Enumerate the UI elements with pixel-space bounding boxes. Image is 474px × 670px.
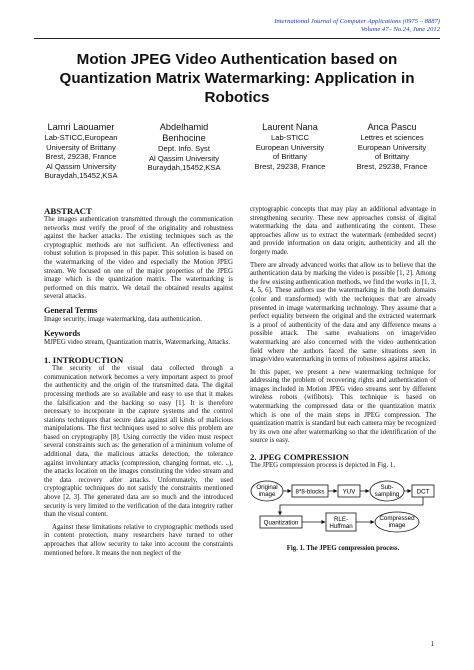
- section2-text: The JPEG compression process is depicted in Fig. 1.: [250, 462, 396, 470]
- author-1: [30, 122, 132, 181]
- left-column: [44, 206, 233, 562]
- author-affil: Al Qassim University: [148, 153, 220, 163]
- quantization-node: [260, 516, 302, 528]
- author-affil: Brest, 29238, France: [45, 152, 117, 162]
- journal-header: [274, 18, 440, 34]
- page-number: 1: [430, 640, 434, 648]
- general-terms-text: Image security, image watermarking, data authentication.: [44, 315, 202, 323]
- author-affil: European University: [255, 142, 325, 152]
- author-affil: University of Brittany: [46, 142, 116, 152]
- node-label: image: [258, 490, 276, 498]
- intro-heading: 1. INTRODUCTION: [44, 355, 124, 366]
- node-label: image: [388, 521, 406, 529]
- author-affil: Buraydah,15452,KSA: [147, 163, 221, 173]
- subsampling-node: [370, 481, 404, 501]
- author-3: [240, 122, 340, 171]
- author-name: Abdelhamid Benhocine: [159, 122, 209, 143]
- author-affil: European University: [357, 142, 427, 152]
- author-name: Lamri Laouamer: [47, 122, 115, 132]
- author-4: [342, 122, 442, 171]
- header-rule: [34, 38, 440, 39]
- abstract-text: The images authentication transmitted through the communication networks must verify the proof of the originality and robustness against the hacker attacks. The existing techniques such as the cryptographic methods are not sufficient. An effectiveness and robust solution is proposed in this paper. This solution is based on the watermarking of the video and especially the Motion JPEG stream. We focused on one of the major properties of the JPEG image which is the quantization matrix. The watermarking is performed on this matrix. We detail the obtained results against several attacks.: [44, 216, 233, 301]
- author-affil: Brest, 29238, France: [356, 161, 428, 171]
- body-paragraph: In this paper, we present a new watermarking technique for addressing the problem of recovering rights and authentication of images included in Motion JPEG video streams sent by different wireless robots (wifibots). This technique is based on watermarking the compressed data or the quantization matrix which is one of the main steps in JPEG compression. The quantization matrix is standard but each camera may be recognized by its own one after watermarking so that the identification of the source is easy.: [250, 368, 436, 445]
- author-2: [134, 122, 234, 173]
- general-terms-heading: General Terms: [44, 305, 98, 315]
- blocks-node: [292, 485, 328, 497]
- node-label: Huffman: [329, 522, 353, 530]
- author-affil: Al Qassim University: [45, 161, 117, 171]
- abstract-heading: ABSTRACT: [44, 206, 92, 216]
- author-affil: Buraydah,15452,KSA: [44, 171, 118, 181]
- intro-paragraph: Against these limitations relative to cryptographic methods used in content protection, many researchers have turned to other approaches that allow security to take into account the constraints mentioned before. It means the non neglect of the: [44, 523, 233, 557]
- node-label: sampling: [374, 490, 400, 498]
- paper-title: Motion JPEG Video Authentication based on Quantization Matrix Watermarking: Application in Robotics: [59, 51, 415, 106]
- node-label: RLE-: [333, 515, 349, 523]
- original-image-node: [251, 481, 283, 501]
- node-label: Quantization: [263, 519, 299, 527]
- author-name: Anca Pascu: [367, 122, 417, 132]
- author-affil: Dept. Info. Syst: [158, 144, 210, 153]
- node-label: YUV: [342, 488, 356, 496]
- compressed-image-node: [375, 512, 419, 532]
- rle-huffman-node: [326, 513, 356, 531]
- node-label: Original: [256, 483, 278, 491]
- right-column: [250, 206, 436, 553]
- author-affil: Lettres et sciences: [360, 133, 424, 142]
- jpeg-process-diagram: [250, 475, 436, 543]
- author-affil: of Brittany: [272, 152, 308, 162]
- body-paragraph: cryptographic concepts that may play an additional advantage in strengthening security. These new approaches consist of digital watermarking the data and authenticating the content. These approaches allow us to extract the watermark (embedded secret) and provide information on data origin, authenticity and all the forgery made.: [250, 206, 436, 256]
- body-paragraph: There are already advanced works that allow us to believe that the authentication data by marking the video is possible [1, 2]. Among the few existing authentication methods, we find the works in [1, 3, 4, 5, 6]. These authors use the watermarking in the both domains (color and transformed) with the techniques that are already presented in image watermarking technology. They assume that a perfect equality between the original and the extracted watermark is a proof of authenticity of the data and any difference means a possible attack. The same evaluations on image/video watermarking are also concerned with the video authentication field where the authors faced the same situations seen in image/video watermarking in terms of robustness against attacks.: [250, 261, 437, 364]
- node-label: Compressed: [379, 514, 415, 522]
- intro-paragraph: The security of the visual data collected through a communication network becomes a very important aspect to proof the authenticity and the origin of the transmitted data. The digital processing methods are so available and easy to use that it makes the falsification and the hacking so easy [1]. It is therefore necessary to incorporate in the capture systems and the control stations techniques that secure data against all kinds of malicious manipulations. The first techniques used to solve this problem are based on cryptography [8]. Using correctly the video must respect several constraints such as: the generation of a minimum volume of additional data, the malicious attacks detection, the tolerance against involuntary attacks (compression, changing format, etc. ..), the attacks location on the images constituting the video stream and the data recovery after attacks. Unfortunately, the used cryptographic techniques do not satisfy the constraints mentioned above [2, 3]. The generated data are so much and the introduced security is very limited to the verification of the data integrity rather than the visual content.: [44, 365, 233, 519]
- author-affil: Brest, 29238, France: [254, 161, 326, 171]
- author-affil: of Brittany: [374, 152, 410, 162]
- section2-heading: 2. JPEG COMPRESSION: [250, 452, 349, 463]
- node-label: DCT: [416, 488, 430, 496]
- journal-name: International Journal of Computer Applications (0975 – 8887): [274, 18, 440, 25]
- yuv-node: [338, 485, 360, 497]
- node-label: Sub-: [380, 483, 394, 491]
- author-name: Laurent Nana: [262, 122, 318, 132]
- figure-caption: Fig. 1. The JPEG compression process.: [286, 544, 400, 552]
- keywords-text: MJPEG video stream, Quantization matrix, Watermarking, Attacks.: [44, 338, 231, 346]
- dct-node: [412, 485, 434, 497]
- author-affil: Lab-STICC,European: [44, 133, 118, 142]
- keywords-heading: Keywords: [44, 328, 81, 338]
- node-label: 8*8-blocks: [295, 488, 325, 496]
- journal-volume: Volume 47– No.24, June 2012: [360, 26, 440, 33]
- author-affil: Lab-STICC: [271, 133, 309, 142]
